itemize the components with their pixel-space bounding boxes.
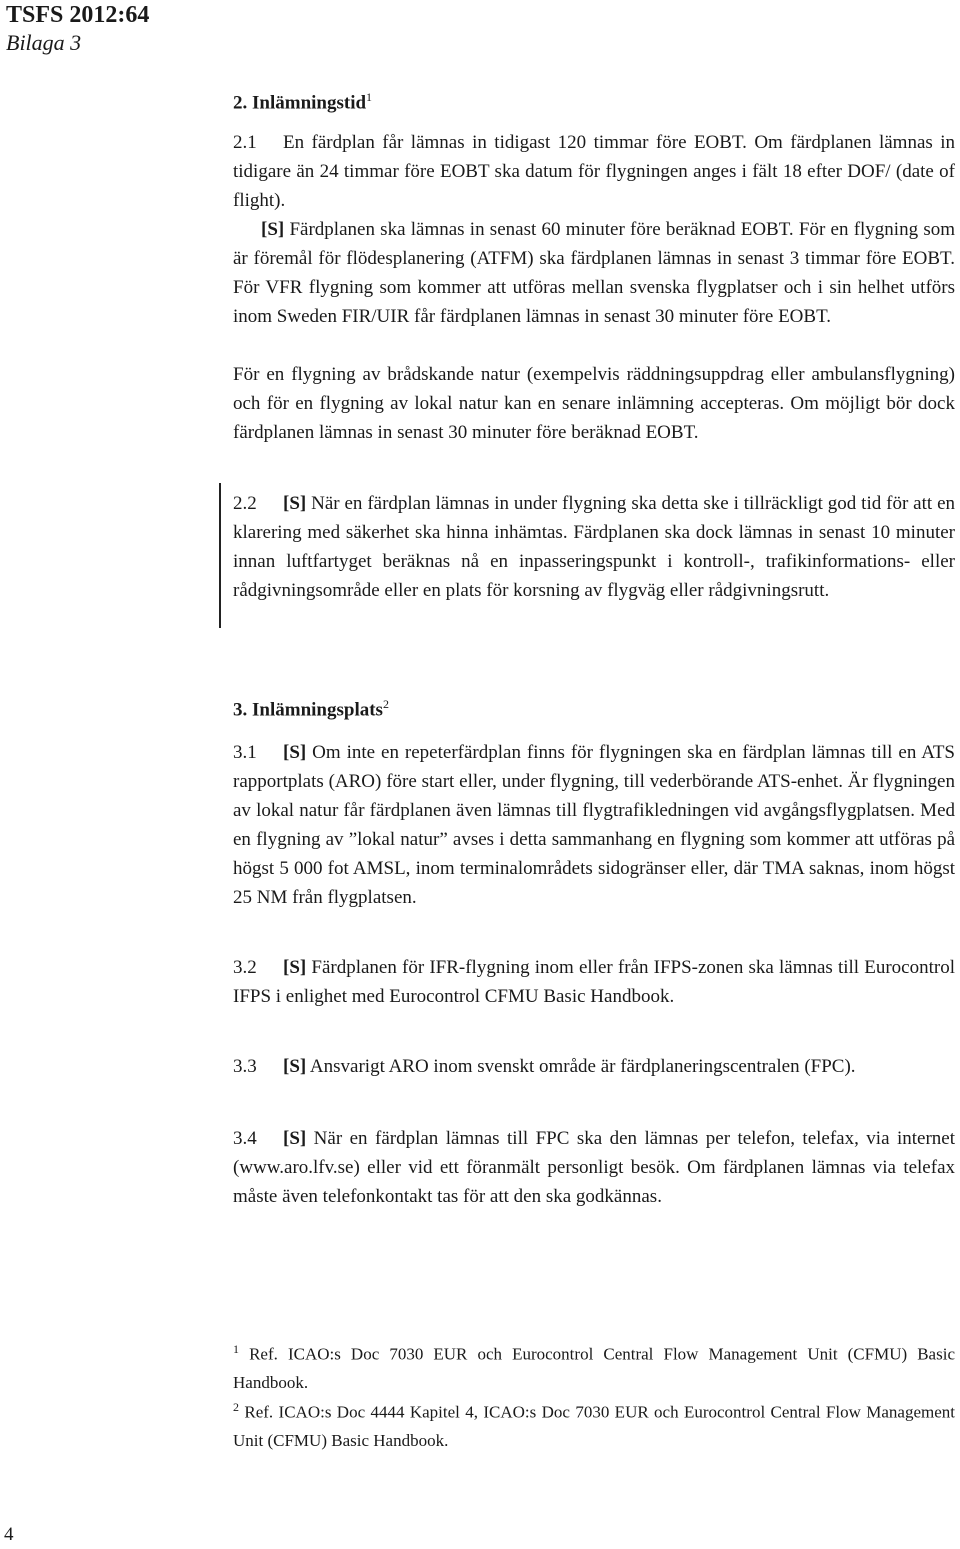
paragraph-number: 3.2 xyxy=(233,957,257,978)
paragraph-2-2 xyxy=(233,489,955,605)
section-2-heading xyxy=(233,83,372,117)
rule-tag: [S] xyxy=(283,493,307,514)
footnote-1 xyxy=(233,1335,955,1397)
section-3-heading xyxy=(233,690,389,724)
rule-tag: [S] xyxy=(261,219,285,240)
rule-tag: [S] xyxy=(283,742,307,763)
footnote-number: 2 xyxy=(233,1400,239,1414)
paragraph-text: För en flygning av brådskande natur (exempelvis räddningsuppdrag eller ambulansflygning) och för en flygning av lokal natur kan en senare inlämning accepteras. Om möjligt bör dock färdplanen lämnas in senast 30 minuter före beräknad EOBT. xyxy=(233,364,955,443)
rule-tag: [S] xyxy=(283,1056,307,1077)
paragraph-3-2 xyxy=(233,953,955,1011)
section-2-heading-text: 2. Inlämningstid xyxy=(233,92,367,114)
paragraph-number: 3.3 xyxy=(233,1056,257,1077)
paragraph-text: När en färdplan lämnas in under flygning ska detta ske i tillräckligt god tid för att en klarering med säkerhet ska hinna inhämtas. Färdplanen ska dock lämnas in senast 10 minuter innan luftfartyget beräknas nå en inpasseringspunkt i kontroll-, trafikinformations- eller rådgivningsområde eller en plats för korsning av flygväg eller rådgivningsrutt. xyxy=(233,493,955,601)
paragraph-2-1-c xyxy=(233,360,955,447)
footnote-text: Ref. ICAO:s Doc 4444 Kapitel 4, ICAO:s Doc 7030 EUR och Eurocontrol Central Flow Management Unit (CFMU) Basic Handbook. xyxy=(233,1402,955,1450)
change-bar xyxy=(219,483,221,628)
paragraph-2-1-b xyxy=(233,215,955,331)
paragraph-3-3 xyxy=(233,1052,955,1081)
document-header-title: TSFS 2012:64 xyxy=(6,2,150,28)
paragraph-3-1 xyxy=(233,738,955,912)
paragraph-number: 3.4 xyxy=(233,1128,257,1149)
footnote-2 xyxy=(233,1393,955,1455)
paragraph-number: 2.1 xyxy=(233,132,257,153)
page-number: 4 xyxy=(4,1524,14,1545)
paragraph-text: Färdplanen för IFR-flygning inom eller från IFPS-zonen ska lämnas till Eurocontrol IFPS i enlighet med Eurocontrol CFMU Basic Handbook. xyxy=(233,957,955,1007)
section-3-heading-text: 3. Inlämningsplats xyxy=(233,699,383,721)
paragraph-number: 3.1 xyxy=(233,742,257,763)
paragraph-text: En färdplan får lämnas in tidigast 120 timmar före EOBT. Om färdplanen lämnas in tidigare än 24 timmar före EOBT ska datum för flygningen anges i fält 18 efter DOF/ (date of flight). xyxy=(233,132,955,211)
paragraph-text: Om inte en repeterfärdplan finns för flygningen ska en färdplan lämnas till en ATS rapportplats (ARO) före start eller, under flygning, till vederbörande ATS-enhet. Är flygningen av lokal natur får färdplanen även lämnas till flygtrafikledningen vid avgångsflygplatsen. Med en flygning av ”lokal natur” avses i detta sammanhang en flygning som kommer att utföras på högst 5 000 fot AMSL, inom terminalområdets sidogränser eller, där TMA saknas, inom högst 25 NM från flygplatsen. xyxy=(233,742,955,908)
paragraph-3-4 xyxy=(233,1124,955,1211)
footnote-number: 1 xyxy=(233,1342,239,1356)
paragraph-number: 2.2 xyxy=(233,493,257,514)
footnote-ref-2: 2 xyxy=(382,697,389,711)
paragraph-2-1 xyxy=(233,128,955,215)
paragraph-text: Färdplanen ska lämnas in senast 60 minuter före beräknad EOBT. För en flygning som är föremål för flödesplanering (ATFM) ska färdplanen lämnas in senast 3 timmar före EOBT. För VFR flygning som kommer att utföras mellan svenska flygplatser och i sin helhet utförs inom Sweden FIR/UIR får färdplanen lämnas in senast 30 minuter före EOBT. xyxy=(233,219,955,327)
rule-tag: [S] xyxy=(283,1128,307,1149)
footnote-text: Ref. ICAO:s Doc 7030 EUR och Eurocontrol Central Flow Management Unit (CFMU) Basic Handbook. xyxy=(233,1344,955,1392)
rule-tag: [S] xyxy=(283,957,307,978)
paragraph-text: Ansvarigt ARO inom svenskt område är färdplaneringscentralen (FPC). xyxy=(306,1056,856,1077)
document-header-subtitle: Bilaga 3 xyxy=(6,30,82,55)
footnote-ref-1: 1 xyxy=(366,90,373,104)
paragraph-text: När en färdplan lämnas till FPC ska den lämnas per telefon, telefax, via internet (www.aro.lfv.se) eller vid ett föranmält personligt besök. Om färdplanen lämnas via telefax måste även telefonkontakt tas för att den ska godkännas. xyxy=(233,1128,955,1207)
